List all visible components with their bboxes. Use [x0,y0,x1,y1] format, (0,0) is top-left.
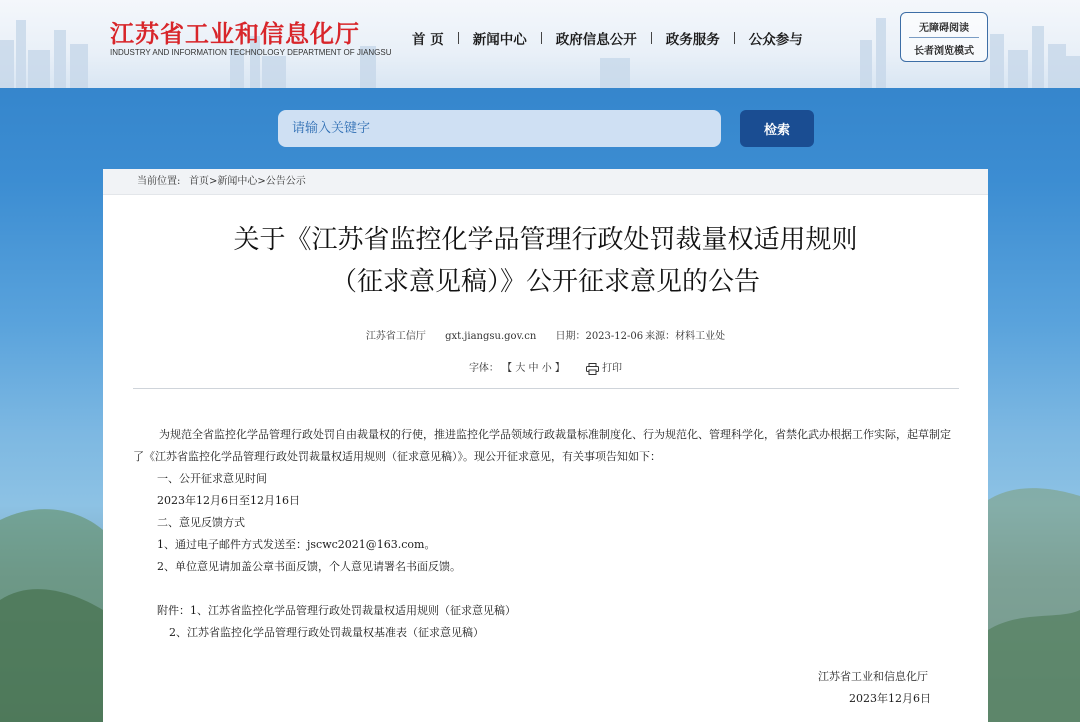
attachment-link-1[interactable]: 附件：1、江苏省监控化学品管理行政处罚裁量权适用规则（征求意见稿） [157,604,516,617]
signature-date: 2023年12月6日 [849,692,931,705]
article-title [103,219,988,303]
font-size-controls [103,359,988,375]
font-size-large[interactable]: 大 [515,363,526,374]
breadcrumb-prefix: 当前位置: [137,176,181,187]
feedback-item-2: 2、单位意见请加盖公章书面反馈，个人意见请署名书面反馈。 [157,560,461,573]
section-heading-1: 一、公开征求意见时间 [157,472,267,485]
breadcrumb [103,169,988,195]
print-link[interactable]: 打印 [602,363,623,374]
title-divider [133,388,959,389]
font-bracket-open: 【 [502,363,513,374]
breadcrumb-path[interactable]: 首页>新闻中心>公告公示 [189,176,306,187]
attachment-link-2[interactable]: 2、江苏省监控化学品管理行政处罚裁量权基准表（征求意见稿） [169,626,484,639]
meta-site: gxt.jiangsu.gov.cn [445,331,537,342]
article-card [103,169,988,722]
accessible-reading-link[interactable]: 无障碍阅读 [919,23,969,34]
font-size-label: 字体： [468,363,499,374]
article-signature [793,666,953,710]
article-meta [103,327,988,342]
article-body [133,424,961,644]
site-logo-subtitle: INDUSTRY AND INFORMATION TECHNOLOGY DEPARTMENT OF JIANGSU [110,48,392,57]
signature-org: 江苏省工业和信息化厅 [818,670,928,683]
section-text-1: 2023年12月6日至12月16日 [157,494,300,507]
meta-origin: 来源：材料工业处 [645,331,726,342]
accessibility-divider [909,37,979,38]
meta-source: 江苏省工信厅 [365,331,426,342]
feedback-item-1: 1、通过电子邮件方式发送至：jscwc2021@163.com。 [157,538,436,551]
nav-item-home[interactable]: 首 页 [412,32,444,48]
nav-item-gov-info[interactable]: 政府信息公开 [555,32,637,48]
accessibility-box [900,12,988,62]
nav-item-news[interactable]: 新闻中心 [472,32,527,48]
meta-date: 日期：2023-12-06 [555,331,644,342]
search-input[interactable] [278,110,721,147]
search-button[interactable]: 检索 [740,110,814,147]
paragraph-intro: 为规范全省监控化学品管理行政处罚自由裁量权的行使，推进监控化学品领域行政裁量标准制度化、行为规范化、管理科学化，省禁化武办根据工作实际，起草制定了《江苏省监控化学品管理行政处罚裁量权适用规则（征求意见稿）》。现公开征求意见，有关事项告知如下： [133,428,951,463]
section-heading-2: 二、意见反馈方式 [157,516,245,529]
font-size-medium[interactable]: 中 [528,363,539,374]
nav-item-participation[interactable]: 公众参与 [748,32,803,48]
font-size-small[interactable]: 小 [541,363,552,374]
font-bracket-close: 】 [554,363,565,374]
article-title-line1: 关于《江苏省监控化学品管理行政处罚裁量权适用规则 [233,225,858,255]
elder-mode-link[interactable]: 长者浏览模式 [914,46,974,57]
site-logo-text[interactable]: 江苏省工业和信息化厅 [110,20,360,48]
printer-icon[interactable] [586,363,599,375]
article-title-line2: （征求意见稿）》公开征求意见的公告 [330,267,760,297]
main-nav [398,28,817,48]
site-header [0,0,1080,88]
nav-item-services[interactable]: 政务服务 [665,32,720,48]
